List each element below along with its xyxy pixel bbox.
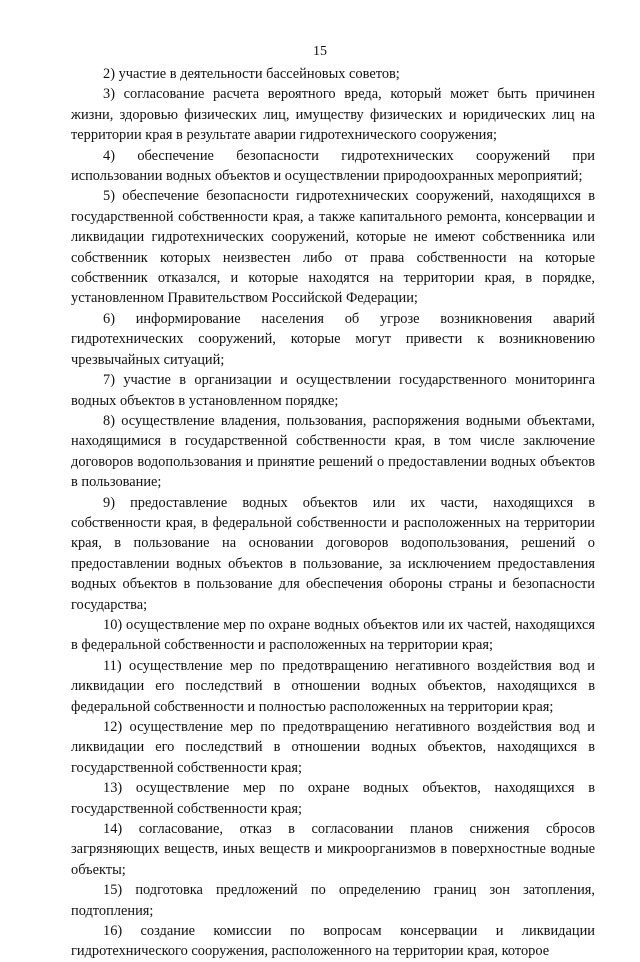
paragraph-item-3: 3) согласование расчета вероятного вреда, который может быть причинен жизни, здоровью физических лиц, имуществу физических и юридических лиц на территории края в результате аварии гидротехнического сооружения;: [71, 86, 595, 144]
paragraph-item-15: 15) подготовка предложений по определению границ зон затопления, подтопления;: [71, 882, 595, 919]
paragraph-item-7: 7) участие в организации и осуществлении государственного мониторинга водных объектов в установленном порядке;: [71, 372, 595, 409]
paragraph-item-11: 11) осуществление мер по предотвращению негативного воздействия вод и ликвидации его последствий в отношении водных объектов, находящихся в федеральной собственности и полностью расположенных на территории края;: [71, 657, 595, 715]
paragraph-item-5: 5) обеспечение безопасности гидротехнических сооружений, находящихся в государственной собственности края, а также капитального ремонта, консервации и ликвидации гидротехнических сооружений, которые не имеют собственника или собственник которых неизвестен либо от права собственности на которые собственник отказался, и которые находятся на территории края, в порядке, установленном Правительством Российской Федерации;: [71, 188, 595, 307]
paragraph-item-14: 14) согласование, отказ в согласовании планов снижения сбросов загрязняющих веществ, иных веществ и микроорганизмов в поверхностные водные объекты;: [71, 821, 595, 878]
page-number: 15: [313, 44, 327, 59]
paragraph-item-6: 6) информирование населения об угрозе возникновения аварий гидротехнических сооружений, которые могут привести к возникновению чрезвычайных ситуаций;: [71, 310, 595, 368]
paragraph-item-4: 4) обеспечение безопасности гидротехнических сооружений при использовании водных объектов и осуществлении природоохранных мероприятий;: [71, 147, 595, 185]
paragraph-item-13: 13) осуществление мер по охране водных объектов, находящихся в государственной собственности края;: [71, 780, 595, 817]
paragraph-item-10: 10) осуществление мер по охране водных объектов или их частей, находящихся в федеральной собственности и расположенных на территории края;: [71, 616, 595, 654]
paragraph-item-8: 8) осуществление владения, пользования, распоряжения водными объектами, находящимися в государственной собственности края, в том числе заключение договоров водопользования и принятие решений о предоставлении водных объектов в пользование;: [71, 412, 595, 491]
paragraph-item-9: 9) предоставление водных объектов или их части, находящихся в собственности края, в федеральной собственности и расположенных на территории края, в пользование на основании договоров водопользования, решений о предоставлении водных объектов в пользование, за исключением предоставления водных объектов в пользование для обеспечения обороны страны и безопасности государства;: [71, 494, 595, 613]
paragraph-item-12: 12) осуществление мер по предотвращению негативного воздействия вод и ликвидации его последствий в отношении водных объектов, находящихся в государственной собственности края;: [71, 719, 595, 776]
paragraph-item-2: 2) участие в деятельности бассейновых советов;: [103, 66, 400, 82]
document-body: [71, 64, 595, 962]
paragraph-item-16: 16) создание комиссии по вопросам консервации и ликвидации гидротехнического сооружения, расположенного на территории края, которое: [71, 923, 595, 960]
